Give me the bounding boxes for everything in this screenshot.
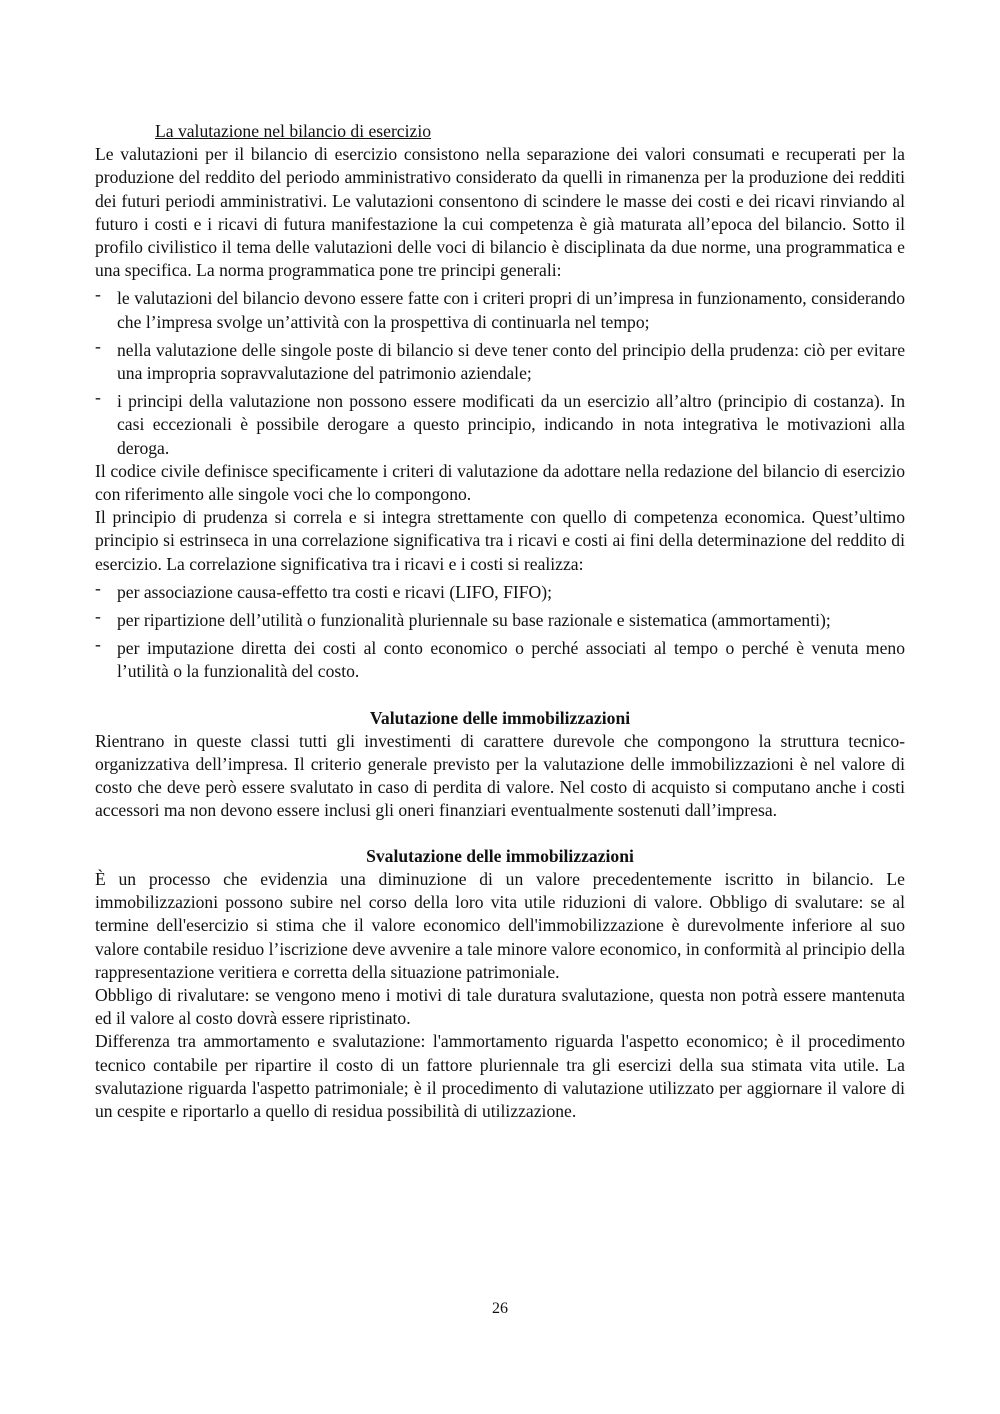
list-item: - i principi della valutazione non possono essere modificati da un esercizio all’altro (principio di costanza). In casi eccezionali è possibile derogare a questo principio, indicando in nota integrativa le motivazioni alla deroga. <box>95 387 905 458</box>
intro-title-text: La valutazione nel bilancio di esercizio <box>155 121 432 141</box>
section-spacer <box>95 823 905 845</box>
dash-bullet-icon: - <box>95 284 101 305</box>
list-item: - per associazione causa-effetto tra costi e ricavi (LIFO, FIFO); <box>95 577 552 602</box>
svalutazione-title: Svalutazione delle immobilizzazioni <box>366 845 634 866</box>
correlation-list <box>95 577 905 684</box>
dash-bullet-icon: - <box>95 387 101 408</box>
page-number: 26 <box>492 1300 508 1317</box>
dash-bullet-icon: - <box>95 577 101 598</box>
civil-code-paragraph: Il codice civile definisce specificamente i criteri di valutazione da adottare nella redazione del bilancio di esercizio con riferimento alle singole voci che lo compongono. <box>95 460 905 505</box>
prudence-paragraph: Il principio di prudenza si correla e si integra strettamente con quello di competenza economica. Quest’ultimo principio si estrinseca in una correlazione significativa tra i ricavi e costi ai fini della determinazione del reddito di esercizio. La correlazione significativa tra i ricavi e i costi si realizza: <box>95 507 905 574</box>
intro-paragraph: Le valutazioni per il bilancio di esercizio consistono nella separazione dei valori consumati e recuperati per la produzione del reddito del periodo amministrativo considerato da quelli in rimanenza per la produzione dei redditi dei futuri periodi amministrativi. Le valutazioni consentono di scindere le masse dei costi e dei ricavi rinviando al futuro i costi e i ricavi di futura manifestazione la cui competenza è già maturata all’epoca del bilancio. Sotto il profilo civilistico il tema delle valutazioni delle voci di bilancio è disciplinata da due norme, una programmatica e una specifica. La norma programmatica pone tre principi generali: <box>95 144 905 281</box>
intro-title <box>95 120 905 143</box>
svalutazione-paragraph-3: Differenza tra ammortamento e svalutazione: l'ammortamento riguarda l'aspetto economico; è il procedimento tecnico contabile per ripartire il costo di un fattore pluriennale tra gli esercizi della sua stimata vita utile. La svalutazione riguarda l'aspetto patrimoniale; è il procedimento di valutazione utilizzato per aggiornare il valore di un cespite e riportarlo a quello di residua possibilità di utilizzazione. <box>95 1031 905 1121</box>
list-item: - per ripartizione dell’utilità o funzionalità pluriennale su base razionale e sistematica (ammortamenti); <box>95 606 831 631</box>
valutazione-title: Valutazione delle immobilizzazioni <box>369 707 631 728</box>
svalutazione-paragraph-2: Obbligo di rivalutare: se vengono meno i motivi di tale duratura svalutazione, questa non potrà essere mantenuta ed il valore al costo dovrà essere ripristinato. <box>95 984 905 1029</box>
document-page <box>95 120 905 1123</box>
valutazione-paragraph: Rientrano in queste classi tutti gli investimenti di carattere durevole che compongono la struttura tecnico-organizzativa dell’impresa. Il criterio generale previsto per la valutazione delle immobilizzazioni è nel valore di costo che deve però essere svalutato in caso di perdita di valore. Nel costo di acquisto si computano anche i costi accessori ma non devono essere inclusi gli oneri finanziari eventualmente sostenuti dall’impresa. <box>95 730 905 821</box>
svalutazione-paragraph-1: È un processo che evidenzia una diminuzione di un valore precedentemente iscritto in bilancio. Le immobilizzazioni possono subire nel corso della loro vita utile riduzioni di valore. Obbligo di svalutare: se al termine dell'esercizio si stima che il valore economico dell'immobilizzazione è durevolmente inferiore al suo valore contabile residuo l’iscrizione deve avvenire a tale minore valore economico, in conformità al principio della rappresentazione veritiera e corretta della situazione patrimoniale. <box>95 868 905 982</box>
list-item: - per imputazione diretta dei costi al conto economico o perché associati al tempo o perché è venuta meno l’utilità o la funzionalità del costo. <box>95 634 905 682</box>
list-item: - nella valutazione delle singole poste di bilancio si deve tener conto del principio della prudenza: ciò per evitare una impropria sopravvalutazione del patrimonio aziendale; <box>95 335 905 384</box>
dash-bullet-icon: - <box>95 606 101 627</box>
list-item: - le valutazioni del bilancio devono essere fatte con i criteri propri di un’impresa in funzionamento, considerando che l’impresa svolge un’attività con la prospettiva di continuarla nel tempo; <box>95 284 905 332</box>
principles-list <box>95 284 905 459</box>
dash-bullet-icon: - <box>95 335 101 356</box>
dash-bullet-icon: - <box>95 634 101 655</box>
section-spacer <box>95 684 905 707</box>
